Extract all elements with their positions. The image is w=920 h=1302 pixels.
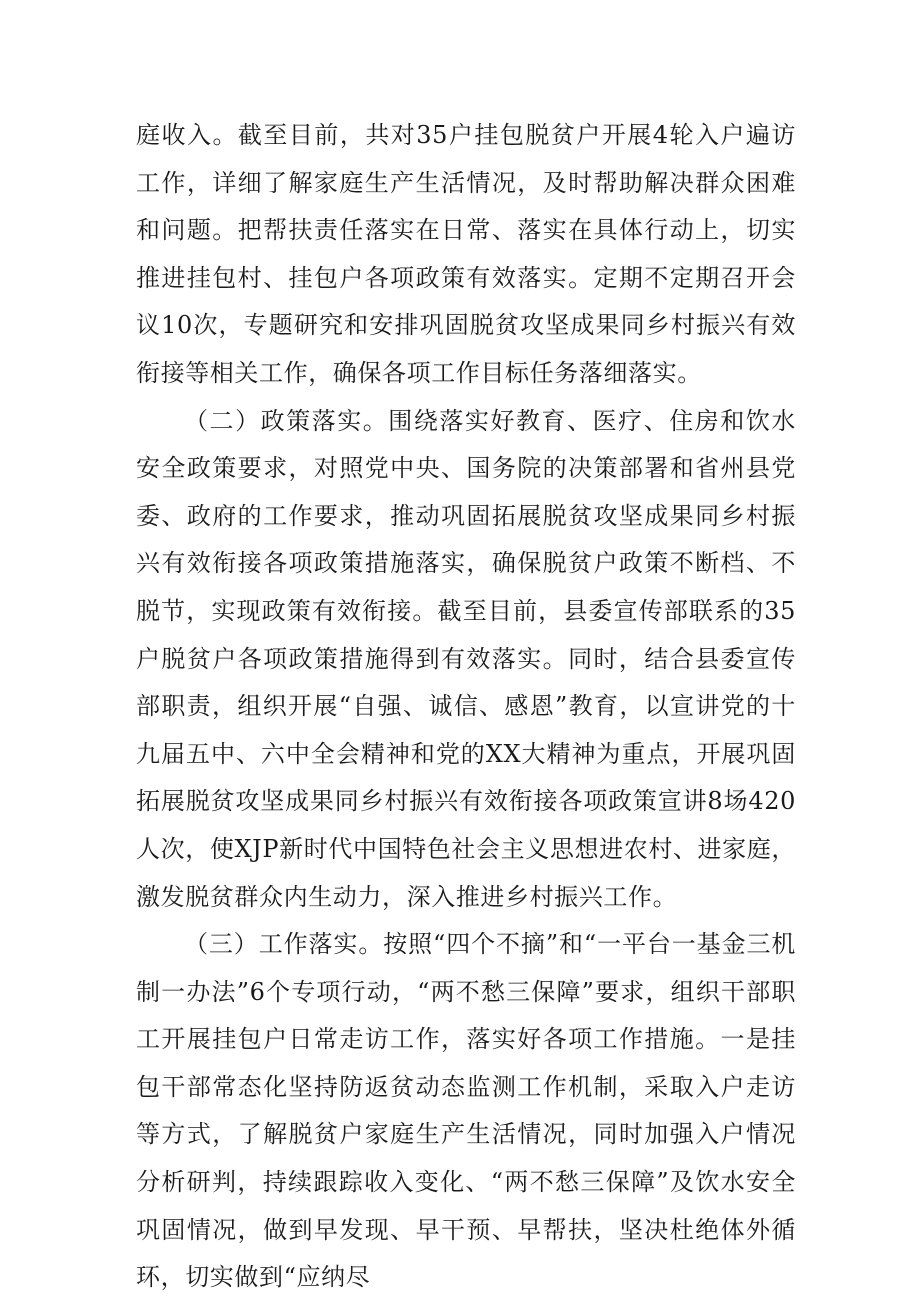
document-body (136, 112, 796, 1302)
paragraph-work-implementation: （三）工作落实。按照“四个不摘”和“一平台一基金三机制一办法”6个专项行动，“两不愁三保障”要求，组织干部职工开展挂包户日常走访工作，落实好各项工作措施。一是挂包干部常态化坚持防返贫动态监测工作机制，采取入户走访等方式，了解脱贫户家庭生产生活情况，同时加强入户情况分析研判，持续跟踪收入变化、“两不愁三保障”及饮水安全巩固情况，做到早发现、早干预、早帮扶，坚决杜绝体外循环，切实做到“应纳尽 (136, 930, 796, 1292)
paragraph-policy-implementation: （二）政策落实。围绕落实好教育、医疗、住房和饮水安全政策要求，对照党中央、国务院的决策部署和省州县党委、政府的工作要求，推动巩固拓展脱贫攻坚成果同乡村振兴有效衔接各项政策措施落实，确保脱贫户政策不断档、不脱节，实现政策有效衔接。截至目前，县委宣传部联系的35户脱贫户各项政策措施得到有效落实。同时，结合县委宣传部职责，组织开展“自强、诚信、感恩”教育，以宣讲党的十九届五中、六中全会精神和党的XX大精神为重点，开展巩固拓展脱贫攻坚成果同乡村振兴有效衔接各项政策宣讲8场420人次，使XJP新时代中国特色社会主义思想进农村、进家庭，激发脱贫群众内生动力，深入推进乡村振兴工作。 (136, 406, 796, 911)
paragraph-household-visits: 庭收入。截至目前，共对35户挂包脱贫户开展4轮入户遍访工作，详细了解家庭生产生活情况，及时帮助解决群众困难和问题。把帮扶责任落实在日常、落实在具体行动上，切实推进挂包村、挂包户各项政策有效落实。定期不定期召开会议10次，专题研究和安排巩固脱贫攻坚成果同乡村振兴有效衔接等相关工作，确保各项工作目标任务落细落实。 (136, 121, 796, 387)
